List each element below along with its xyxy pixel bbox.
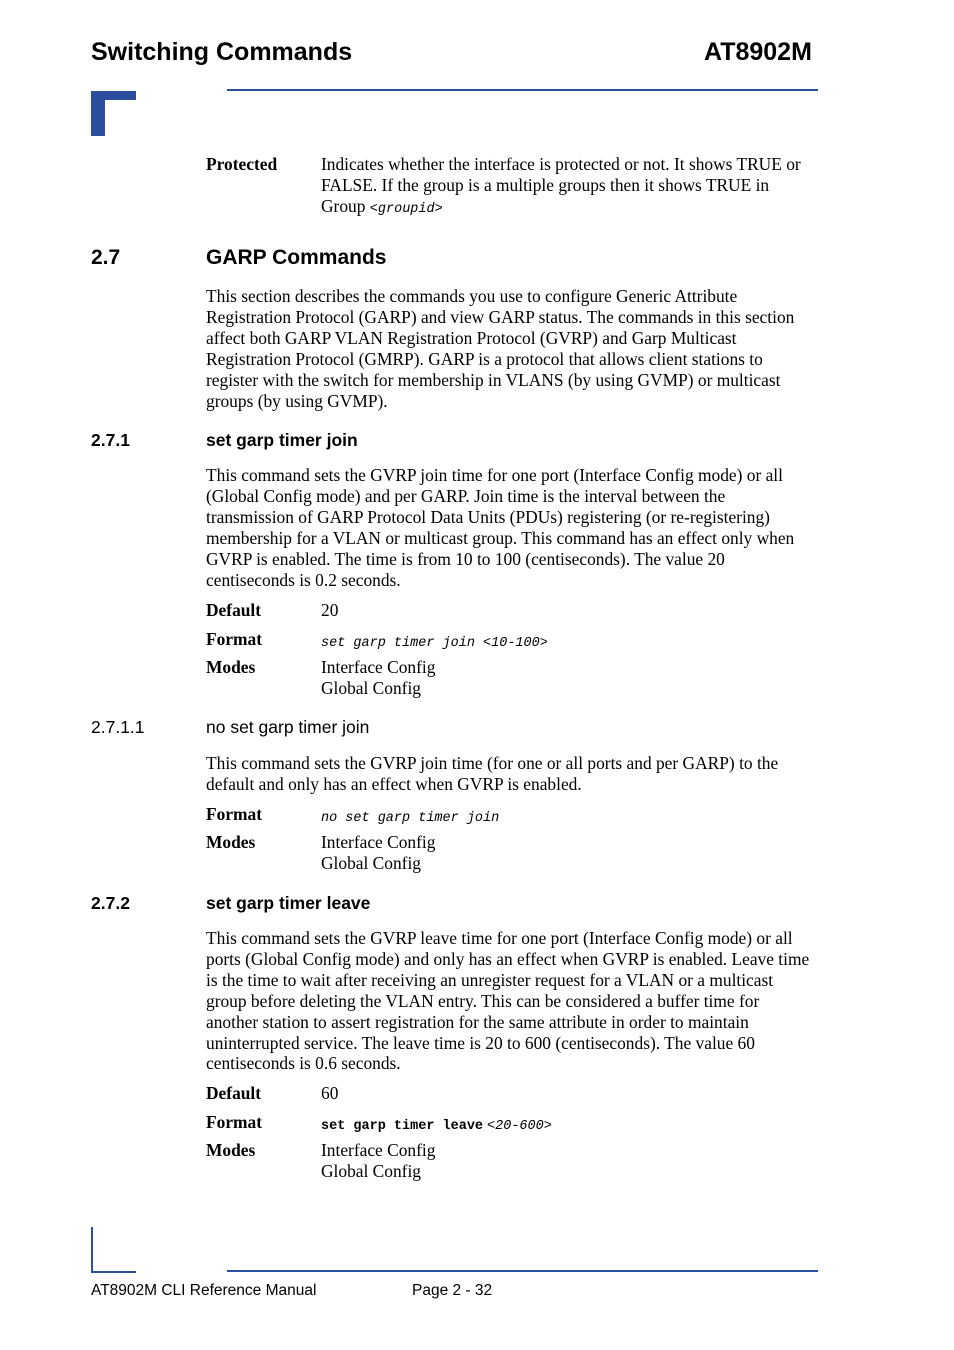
format-label: Format bbox=[206, 804, 263, 824]
protected-label: Protected bbox=[206, 154, 278, 174]
subsection-paragraph: This command sets the GVRP leave time for one port (Interface Config mode) or all ports (Global Config mode) and only has an effect when GVRP is enabled. Leave time is the time to wait after receiving an unregister request for a VLAN or a multicast group before deleting the VLAN entry. This can be considered a buffer time for another station to assert registration for the same attribute in order to maintain uninterrupted service. The leave time is 20 to 600 (centiseconds). The value 60 centiseconds is 0.6 seconds. bbox=[206, 928, 810, 1074]
format-label: Format bbox=[206, 629, 263, 649]
modes-list: Interface Config Global Config bbox=[321, 1140, 436, 1181]
format-code: set garp timer leave <20-600> bbox=[321, 1119, 552, 1134]
section-paragraph: This section describes the commands you use to configure Generic Attribute Registration Protocol (GARP) and view GARP status. The commands in this section affect both GARP VLAN Registration Protocol (GVRP) and Garp Multicast Registration Protocol (GMRP). GARP is a protocol that allows client stations to register with the switch for membership in VLANS (by using GVMP) or multicast groups (by using GVMP). bbox=[206, 286, 795, 411]
format-code: set garp timer join <10-100> bbox=[321, 636, 548, 651]
section-title: GARP Commands bbox=[206, 246, 387, 269]
subsection-number: 2.7.1 bbox=[91, 430, 130, 450]
subsubsection-title: no set garp timer join bbox=[206, 717, 370, 737]
header-product: AT8902M bbox=[704, 38, 812, 66]
footer-page-number: Page 2 - 32 bbox=[412, 1282, 493, 1299]
default-value: 60 bbox=[321, 1083, 339, 1103]
modes-label: Modes bbox=[206, 657, 256, 677]
subsubsection-paragraph: This command sets the GVRP join time (for one or all ports and per GARP) to the default and only has an effect when GVRP is enabled. bbox=[206, 753, 779, 794]
format-code: no set garp timer join bbox=[321, 811, 500, 826]
protected-description: Indicates whether the interface is protected or not. It shows TRUE or FALSE. If the group is a multiple groups then it shows TRUE in Group <groupid> bbox=[321, 154, 801, 217]
subsection-paragraph: This command sets the GVRP join time for one port (Interface Config mode) or all (Global Config mode) and per GARP. Join time is the interval between the transmission of GARP Protocol Data Units (PDUs) registering (or re-registering) membership for a VLAN or multicast group. This command has an effect only when GVRP is enabled. The time is from 10 to 100 (centiseconds). The value 20 centiseconds is 0.2 seconds. bbox=[206, 465, 795, 590]
footer-rule bbox=[227, 1270, 818, 1272]
footer-manual-title: AT8902M CLI Reference Manual bbox=[91, 1282, 317, 1299]
section-number: 2.7 bbox=[91, 246, 121, 269]
subsection-title: set garp timer leave bbox=[206, 893, 371, 913]
subsection-number: 2.7.2 bbox=[91, 893, 130, 913]
header-title: Switching Commands bbox=[91, 38, 353, 66]
modes-list: Interface Config Global Config bbox=[321, 832, 436, 873]
subsection-title: set garp timer join bbox=[206, 430, 358, 450]
default-value: 20 bbox=[321, 600, 339, 620]
subsubsection-number: 2.7.1.1 bbox=[91, 717, 145, 737]
modes-label: Modes bbox=[206, 1140, 256, 1160]
modes-list: Interface Config Global Config bbox=[321, 657, 436, 698]
modes-label: Modes bbox=[206, 832, 256, 852]
default-label: Default bbox=[206, 1083, 262, 1103]
default-label: Default bbox=[206, 600, 262, 620]
header-rule bbox=[227, 89, 818, 91]
format-label: Format bbox=[206, 1112, 263, 1132]
